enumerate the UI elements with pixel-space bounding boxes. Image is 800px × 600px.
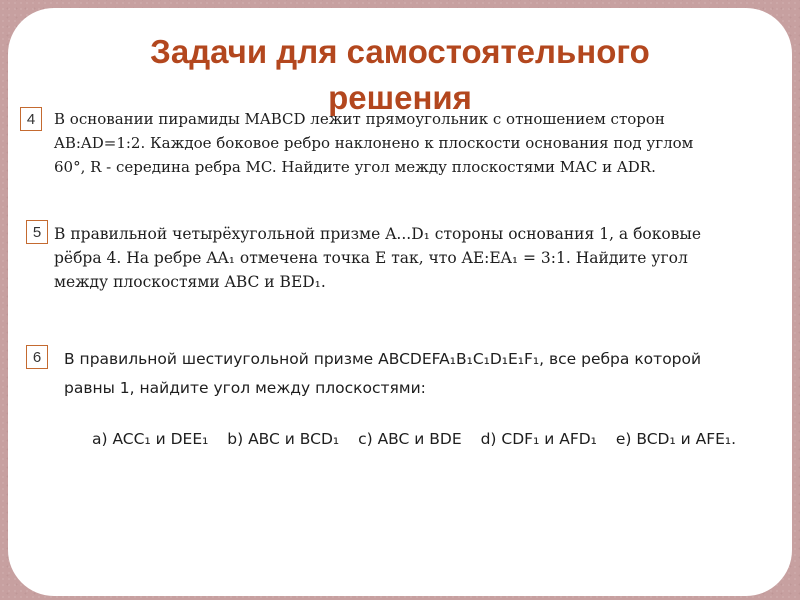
problem-6-number: 6 [26, 345, 48, 369]
problem-5-line-3: между плоскостями ABC и BED₁. [54, 273, 326, 291]
problem-5-line-2: рёбра 4. На ребре AA₁ отмечена точка E так, что AE:EA₁ = 3:1. Найдите угол [54, 249, 688, 267]
problem-4-line-3: 60°, R - середина ребра MC. Найдите угол между плоскостями MAC и ADR. [54, 158, 656, 176]
problem-4-text [54, 107, 774, 179]
problem-6-option-e: e) BCD₁ и AFE₁. [615, 430, 737, 448]
problem-6-line-1: В правильной шестиугольной призме ABCDEFA₁B₁C₁D₁E₁F₁, все ребра которой [64, 350, 702, 368]
slide-title-line-2: решения [328, 79, 472, 116]
slide-title-line-1: Задачи для самостоятельного [150, 33, 650, 70]
problem-6-text [64, 345, 794, 403]
problem-4-line-1: В основании пирамиды MABCD лежит прямоугольник с отношением сторон [54, 110, 665, 128]
problem-6-options [92, 427, 792, 451]
problem-4-line-2: AB:AD=1:2. Каждое боковое ребро наклонено к плоскости основания под углом [54, 134, 694, 152]
problem-6-line-2: равны 1, найдите угол между плоскостями: [64, 379, 426, 397]
problem-6-option-c: c) ABC и BDE [358, 430, 462, 448]
problem-6-option-a: a) ACC₁ и DEE₁ [92, 430, 209, 448]
problem-6-option-b: b) ABC и BCD₁ [227, 430, 340, 448]
problem-5-number: 5 [26, 220, 48, 244]
problem-5-line-1: В правильной четырёхугольной призме A...D₁ стороны основания 1, а боковые [54, 225, 702, 243]
problem-5-text [54, 222, 784, 294]
problem-6-option-d: d) CDF₁ и AFD₁ [480, 430, 597, 448]
problem-4-number: 4 [20, 107, 42, 131]
